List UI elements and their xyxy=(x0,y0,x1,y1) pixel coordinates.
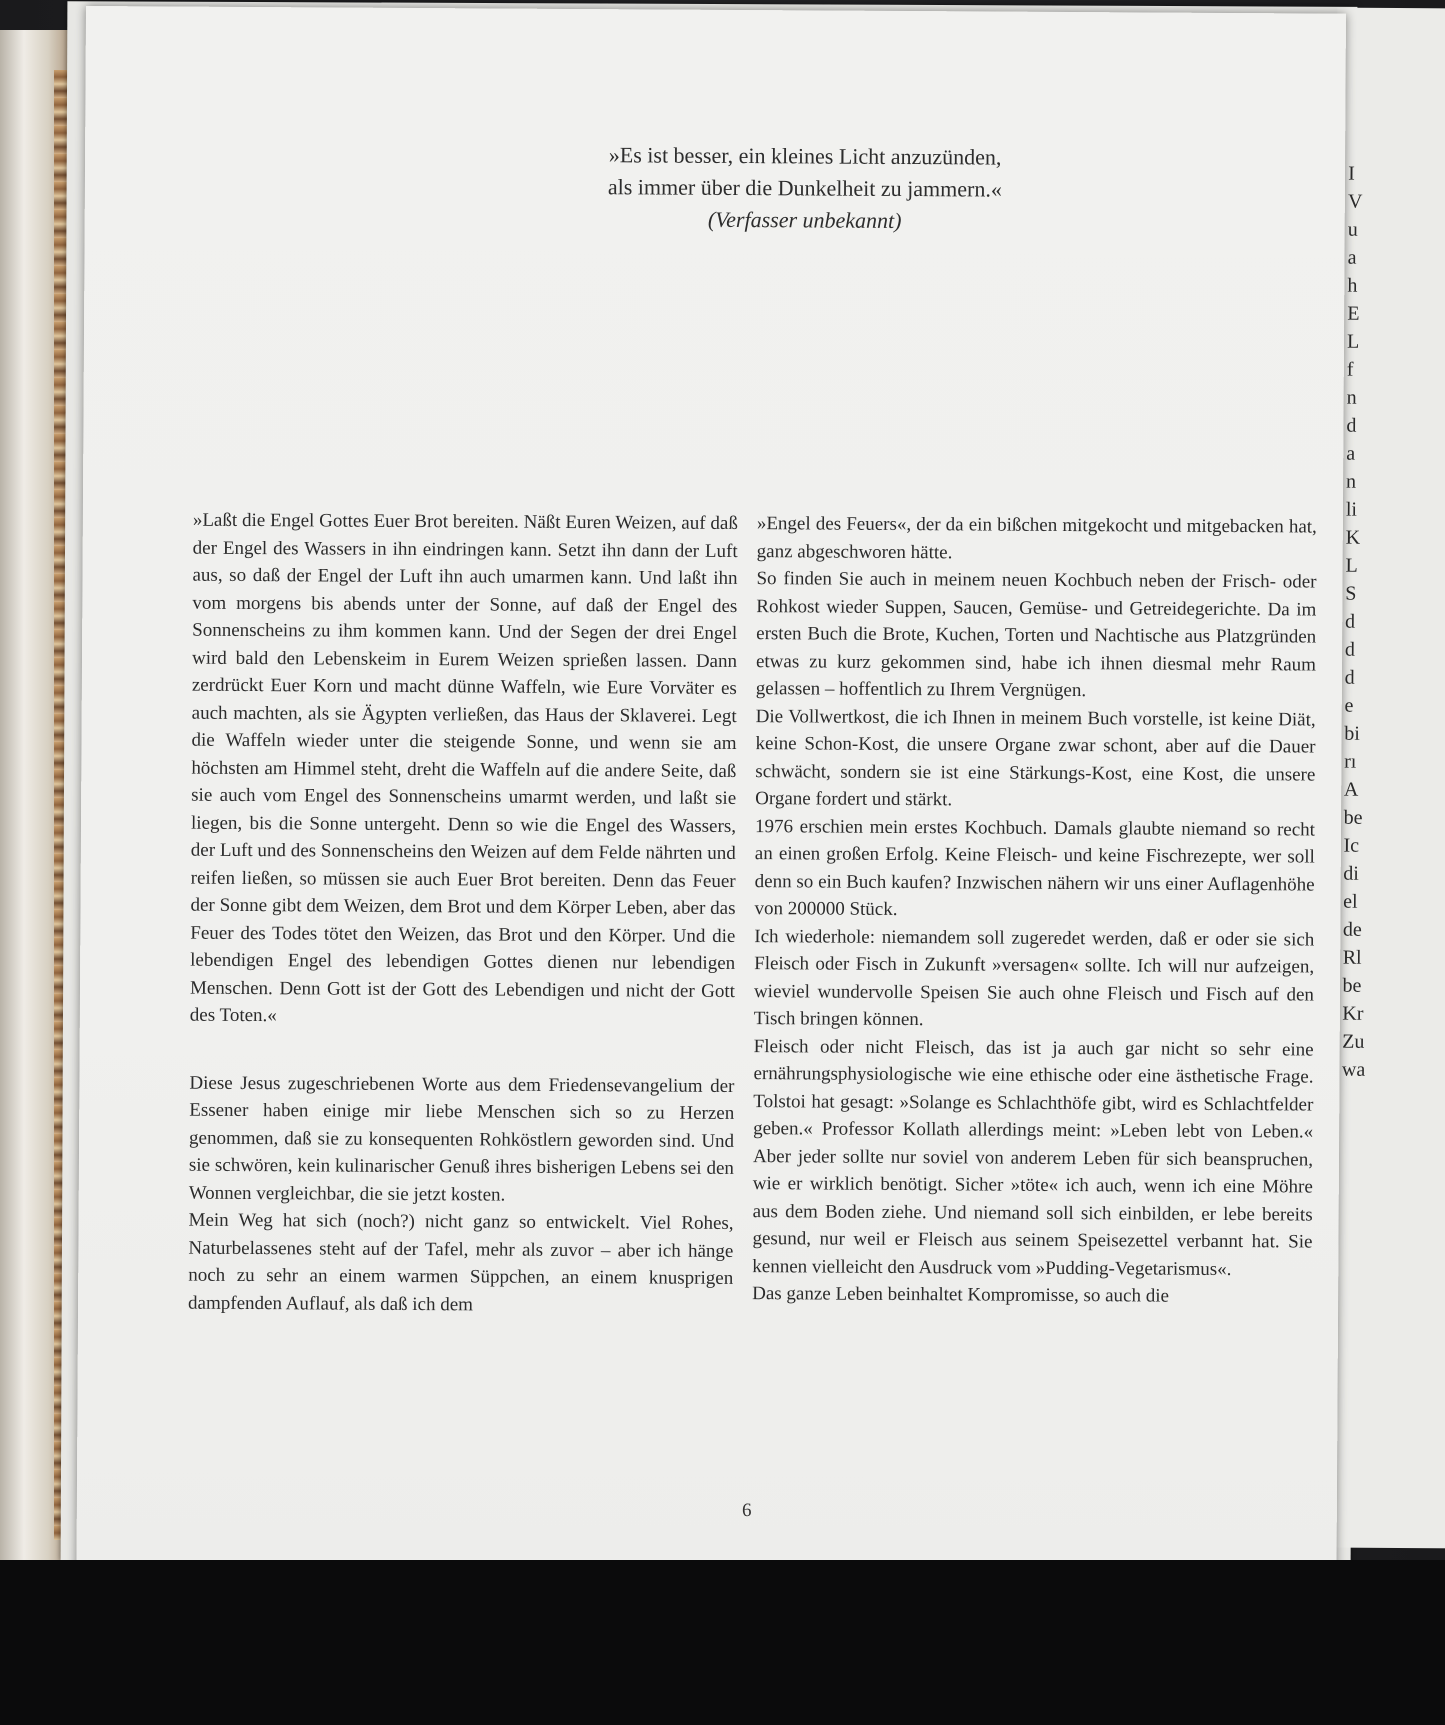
facing-page-fragment: d xyxy=(1344,666,1355,689)
facing-page-fragment: rı xyxy=(1344,750,1357,773)
table-surface xyxy=(0,1560,1445,1725)
epigraph xyxy=(525,139,1086,238)
paragraph-vollwertkost: Die Vollwertkost, die ich Ihnen in meinem Buch vorstelle, ist keine Diät, keine Schon-Kost, die unsere Organe zwar schont, aber auf die Dauer schwächt, sondern sie ist eine Stärkungs-Kost, eine Kost, die unsere Organe fordert und stärkt. xyxy=(755,705,1316,811)
facing-page-fragment: a xyxy=(1347,246,1357,269)
facing-page-fragment: d xyxy=(1345,610,1356,633)
facing-page-fragment: Ic xyxy=(1343,834,1360,857)
paragraph-ich-wiederhole: Ich wiederhole: niemandem soll zugeredet werden, daß er oder sie sich Fleisch oder Fisch in Zukunft »versagen« sollte. Ich will nur aufzeigen, wieviel wundervolle Speisen Sie auch ohne Fleisch und Fisch auf den Tisch bringen können. xyxy=(753,925,1315,1031)
epigraph-line-2: als immer über die Dunkelheit zu jammern.« xyxy=(607,174,1002,202)
essene-quote: »Laßt die Engel Gottes Euer Brot bereiten. Näßt Euren Weizen, auf daß der Engel des Wassers in ihn eindringen kann. Setzt ihn dann der Luft aus, so daß der Engel der Luft ihn auch umarmen kann. Und laßt ihn vom morgens bis abends unter der Sonne, auf daß der Engel des Sonnenscheins zu ihm kommen kann. Und der Segen der drei Engel wird bald den Lebenskeim in Eurem Weizen sprießen lassen. Dann zerdrückt Euer Korn und macht dünne Waffeln, wie Eure Vorväter es auch machten, als sie Ägypten verließen, das Haus der Sklaverei. Legt die Waffeln wieder unter die steigende Sonne, und wenn sie am höchsten am Himmel steht, dreht die Waffeln auf die andere Seite, daß sie auch vom Engel des Sonnenscheins umarmt werden, und laßt sie liegen, bis die Sonne untergeht. Denn so wie die Engel des Wassers, der Luft und des Sonnenscheins den Weizen auf dem Felde nährten und reifen ließen, so müssen sie auch Euer Brot bereiten. Denn das Feuer der Sonne gibt dem Weizen, dem Brot und dem Körper Leben, aber das Feuer des Todes tötet den Weizen, das Brot und den Körper. Und die lebendigen Engel des lebendigen Gottes dienen nur lebendigen Menschen. Denn Gott ist der Gott des Lebendigen und nicht der Gott des Toten.« xyxy=(189,509,738,1027)
facing-page-fragment: Zu xyxy=(1342,1030,1365,1053)
facing-page-fragment: e xyxy=(1344,694,1354,717)
facing-page-fragment: S xyxy=(1345,582,1357,605)
facing-page-fragment: n xyxy=(1345,470,1357,493)
epigraph-author: (Verfasser unbekannt) xyxy=(707,206,902,233)
facing-page-fragment: d xyxy=(1346,414,1357,437)
facing-page-fragment: E xyxy=(1347,302,1360,325)
facing-page-fragment: L xyxy=(1346,330,1360,353)
facing-page-fragment: n xyxy=(1346,386,1357,409)
facing-page-fragment: V xyxy=(1347,190,1363,213)
facing-page-fragment: L xyxy=(1345,554,1358,577)
facing-page-fragment: K xyxy=(1345,526,1361,549)
epigraph-line-1: »Es ist besser, ein kleines Licht anzuzünden, xyxy=(608,142,1002,170)
paragraph-essene-comment: Diese Jesus zugeschriebenen Worte aus dem Friedensevangelium der Essener haben einige mir liebe Menschen sich so zu Herzen genommen, daß sie zu konsequenten Rohköstlern geworden sind. Und sie schwören, kein kulinarischer Genuß ihres bisherigen Lebens sei den Wonnen vergleichbar, die sie jetzt kosten. xyxy=(188,1072,735,1206)
facing-page-fragment: li xyxy=(1345,498,1358,521)
facing-page-fragment: Rl xyxy=(1342,946,1362,969)
facing-page-fragment: a xyxy=(1346,442,1356,465)
facing-page-fragment: Kr xyxy=(1342,1002,1364,1025)
facing-page-fragment: u xyxy=(1347,218,1358,241)
facing-page-fragment: A xyxy=(1343,778,1359,801)
facing-page-fragment: di xyxy=(1343,862,1359,885)
facing-page-fragment: d xyxy=(1344,638,1355,661)
facing-page-fragment: be xyxy=(1342,974,1362,997)
facing-page-fragment: wa xyxy=(1341,1058,1366,1081)
paragraph-my-way: Mein Weg hat sich (noch?) nicht ganz so entwickelt. Viel Rohes, Naturbelassenes steht auf der Tafel, mehr als zuvor – aber ich hänge noch zu sehr an einem warmen Süppchen, an einem knusprigen dampfenden Auflauf, als daß ich dem xyxy=(188,1209,734,1315)
paragraph-new-cookbook: So finden Sie auch in meinem neuen Kochbuch neben der Frisch- oder Rohkost wieder Suppen, Saucen, Gemüse- und Getreidegerichte. Da im ersten Buch die Brote, Kuchen, Torten und Nachtische aus Platzgründen etwas zu kurz gekommen sind, habe ich ihnen diesmal mehr Raum gelassen – hoffentlich zu Ihrem Vergnügen. xyxy=(755,568,1317,702)
facing-page-fragment: be xyxy=(1343,806,1363,829)
facing-page-fragment: de xyxy=(1342,918,1362,941)
book-page xyxy=(76,6,1346,1584)
paragraph-kompromisse: Das ganze Leben beinhaltet Kompromisse, so auch die xyxy=(752,1283,1170,1307)
left-column xyxy=(188,507,738,1320)
paragraph-1976: 1976 erschien mein erstes Kochbuch. Damals glaubte niemand so recht an einen großen Erfolg. Keine Fleisch- und keine Fischrezepte, wer soll denn so ein Buch kaufen? Inzwischen nähern wir uns einer Auflagenhöhe von 200000 Stück. xyxy=(754,815,1316,920)
facing-page-fragment: f xyxy=(1346,358,1354,381)
facing-page-fragment: bi xyxy=(1344,722,1360,745)
facing-page-fragment: I xyxy=(1348,162,1355,185)
facing-page-fragment: el xyxy=(1343,890,1358,913)
right-column xyxy=(752,510,1317,1311)
facing-page-fragment: h xyxy=(1347,274,1358,297)
paragraph-fleisch: Fleisch oder nicht Fleisch, das ist ja auch gar nicht so sehr eine ernährungsphysiologische wie eine ethische oder eine ästhetische Frage. Tolstoi hat gesagt: »Solange es Schlachthöfe gibt, wird es Schlachtfelder geben.« Professor Kollath allerdings meint: »Leben lebt von Leben.« Aber jeder sollte nur soviel von anderem Leben für sich beanspruchen, wie er wirklich benötigt. Sicher »töte« ich auch, wenn ich eine Möhre aus dem Boden ziehe. Und niemand soll sich einbilden, er lebe bereits gesund, nur weil er Fleisch aus seinem Speisezettel verbannt hat. Sie kennen vielleicht den Ausdruck vom »Pudding-Vegetarismus«. xyxy=(752,1035,1314,1280)
page-number: 6 xyxy=(742,1500,752,1522)
paragraph-engel-des-feuers: »Engel des Feuers«, der da ein bißchen mitgekocht und mitgebacken hat, ganz abgeschworen hätte. xyxy=(756,513,1317,563)
